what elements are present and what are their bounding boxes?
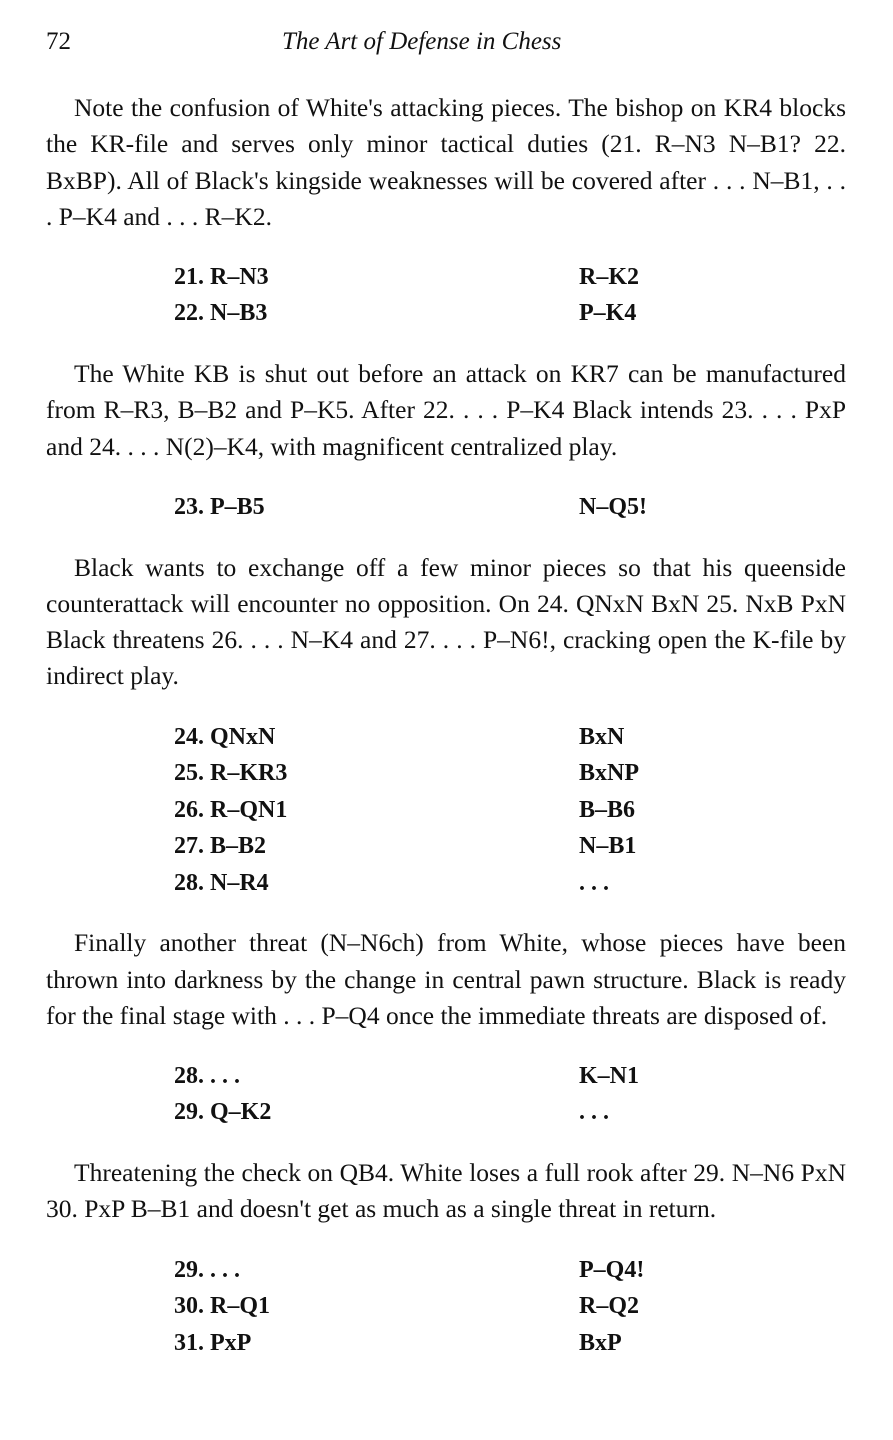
white-move: 26. R–QN1 [174, 796, 288, 823]
move-row [174, 296, 694, 333]
move-row [174, 755, 694, 792]
running-title: The Art of Defense in Chess [282, 28, 562, 55]
black-move: P–K4 [579, 300, 637, 327]
white-move: 25. R–KR3 [174, 760, 288, 787]
black-move: N–B1 [579, 833, 637, 860]
move-list [174, 489, 694, 526]
move-row [174, 719, 694, 756]
black-move: BxNP [579, 760, 639, 787]
page-body [46, 90, 846, 1361]
move-list [174, 1252, 694, 1362]
white-move: 23. P–B5 [174, 493, 265, 520]
white-move: 28. N–R4 [174, 869, 269, 896]
move-list [174, 259, 694, 332]
white-move: 24. QNxN [174, 723, 276, 750]
black-move: R–Q2 [579, 1293, 639, 1319]
white-move: 30. R–Q1 [174, 1293, 270, 1319]
move-row [174, 828, 694, 865]
black-move: BxN [579, 723, 625, 750]
move-list [174, 719, 694, 902]
page-number: 72 [46, 28, 71, 55]
black-move: BxP [579, 1329, 622, 1356]
move-row [174, 865, 694, 902]
paragraph-commentary: Black wants to exchange off a few minor pieces so that his queenside counterattack will encounter no opposition. On 24. QNxN BxN 25. NxB PxN Black threatens 26. . . . N–K4 and 27. . . . P–N6!, cracking open the K-file by indirect play. [46, 552, 846, 691]
white-move: 29. Q–K2 [174, 1099, 272, 1126]
white-move: 21. R–N3 [174, 263, 269, 290]
move-row [174, 489, 694, 526]
move-row [174, 259, 694, 296]
white-move: 28. . . . [174, 1062, 240, 1089]
paragraph-commentary: Threatening the check on QB4. White loses a full rook after 29. N–N6 PxN 30. PxP B–B1 and doesn't get as much as a single threat in return. [46, 1158, 846, 1224]
black-move: P–Q4! [579, 1256, 645, 1283]
black-move: R–K2 [579, 263, 639, 290]
black-move: N–Q5! [579, 493, 647, 520]
move-list [174, 1058, 694, 1131]
paragraph-commentary: Finally another threat (N–N6ch) from White, whose pieces have been thrown into darkness by the change in central pawn structure. Black is ready for the final stage with . . . P–Q4 once the immediate threats are disposed of. [46, 928, 846, 1030]
paragraph-commentary: Note the confusion of White's attacking pieces. The bishop on KR4 blocks the KR-file and serves only minor tactical duties (21. R–N3 N–B1? 22. BxBP). All of Black's kingside weaknesses will be covered after . . . N–B1, . . . P–K4 and . . . R–K2. [46, 93, 846, 231]
white-move: 27. B–B2 [174, 833, 267, 860]
move-row [174, 792, 694, 829]
white-move: 29. . . . [174, 1256, 240, 1283]
page-header [46, 28, 846, 64]
move-row [174, 1252, 694, 1289]
move-row [174, 1288, 694, 1325]
black-move: . . . [579, 1099, 609, 1126]
black-move: K–N1 [579, 1062, 639, 1089]
paragraph-commentary: The White KB is shut out before an attack on KR7 can be manufactured from R–R3, B–B2 and P–K5. After 22. . . . P–K4 Black intends 23. . . . PxP and 24. . . . N(2)–K4, with magnificent centralized play. [46, 359, 846, 461]
black-move: . . . [579, 869, 609, 896]
white-move: 22. N–B3 [174, 300, 268, 327]
move-row [174, 1325, 694, 1362]
move-row [174, 1058, 694, 1095]
black-move: B–B6 [579, 796, 636, 823]
white-move: 31. PxP [174, 1329, 252, 1356]
move-row [174, 1095, 694, 1132]
